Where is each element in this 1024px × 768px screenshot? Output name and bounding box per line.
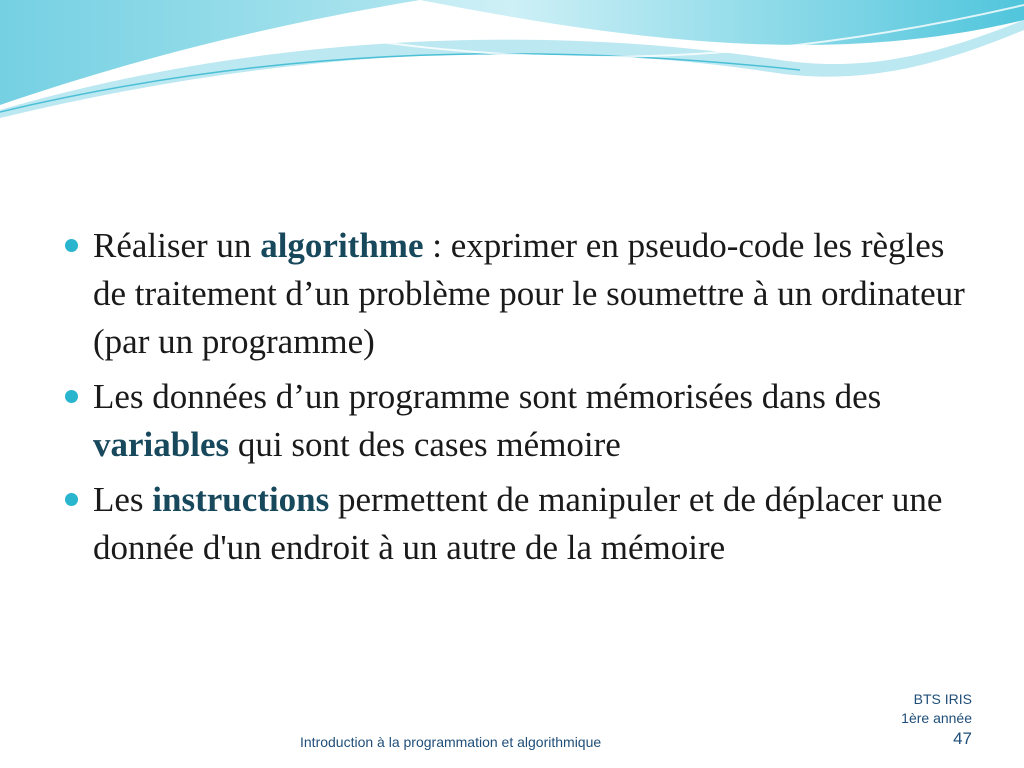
slide-content <box>60 222 980 579</box>
bullet-text: Réaliser un <box>93 226 261 265</box>
bullet-keyword: variables <box>93 425 230 464</box>
page-number: 47 <box>953 729 972 748</box>
course-name: BTS IRIS <box>913 691 972 707</box>
bullet-keyword: instructions <box>152 480 330 519</box>
bullet-keyword: algorithme <box>260 226 424 265</box>
footer-title: Introduction à la programmation et algorithmique <box>300 734 602 750</box>
bullet-text: Les <box>93 480 153 519</box>
bullet-dot-icon <box>65 493 78 506</box>
bullet-dot-icon <box>65 239 78 252</box>
bullet-text: Les données d’un programme sont mémorisées dans des <box>93 377 882 416</box>
footer-course-info <box>901 690 972 749</box>
bullet-item <box>60 373 980 469</box>
bullet-dot-icon <box>65 390 78 403</box>
course-year: 1ère année <box>901 710 972 726</box>
bullet-item <box>60 222 980 366</box>
header-wave-decoration <box>0 0 1024 140</box>
bullet-text: permettent de manipuler et de déplacer une donnée d'un endroit à un autre de la mémoire <box>93 480 943 567</box>
bullet-item <box>60 476 980 572</box>
bullet-text: qui sont des cases mémoire <box>229 425 621 464</box>
bullet-text: : exprimer en pseudo-code les règles de traitement d’un problème pour le soumettre à un ordinateur (par un programme) <box>93 226 965 361</box>
